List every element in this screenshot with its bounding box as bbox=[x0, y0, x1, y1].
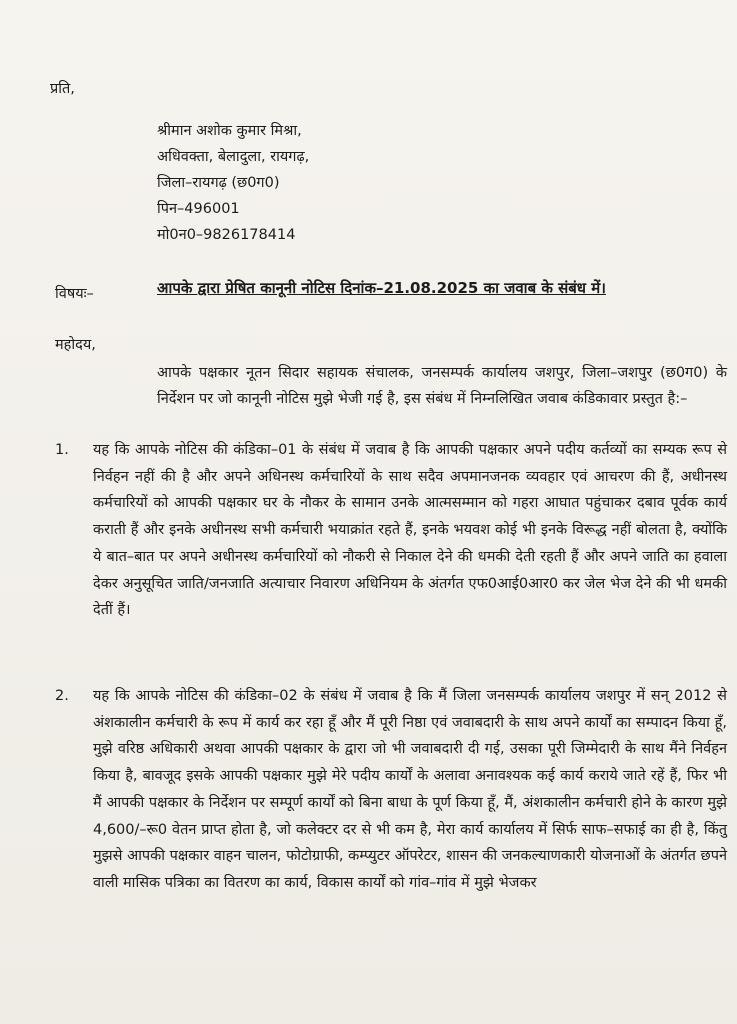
recipient-designation: अधिवक्ता, बेलादुला, रायगढ़, bbox=[157, 149, 310, 165]
greeting: महोदय, bbox=[55, 337, 96, 353]
paragraph-2 bbox=[55, 683, 727, 897]
paragraph-1 bbox=[55, 437, 727, 624]
paragraph-text: यह कि आपके नोटिस की कंडिका–02 के संबंध में जवाब है कि मैं जिला जनसम्पर्क कार्यालय जशपुर में सन् 2012 से अंशकालीन कर्मचारी के रूप में कार्य कर रहा हूँ और मैं पूरी निष्ठा एवं जवाबदारी के साथ अपने कार्यों का सम्पादन किया हूँ, मुझे वरिष्ठ अधिकारी अथवा आपकी पक्षकार के द्वारा जो भी जवाबदारी दी गई, उसका पूरी जिम्मेदारी के साथ मैंने निर्वहन किया है, बावजूद इसके आपकी पक्षकार मुझे मेरे पदीय कार्यों के अलावा अनावश्यक कई कार्य कराये जाते रहें हैं, फिर भी मैं आपकी पक्षकार के निर्देशन पर सम्पूर्ण कार्यों को बिना बाधा के पूर्ण किया हूँ, मैं, अंशकालीन कर्मचारी होने के कारण मुझे 4,600/–रू0 वेतन प्राप्त होता है, जो कलेक्टर दर से भी कम है, मेरा कार्य कार्यालय में सिर्फ साफ–सफाई का ही है, किंतु मुझसे आपकी पक्षकार वाहन चालन, फोटोग्राफी, कम्प्युटर ऑपरेटर, शासन की जनकल्याणकारी योजनाओं के अंतर्गत छपने वाली मासिक पत्रिका का वितरण का कार्य, विकास कार्यों को गांव–गांव में मुझे भेजकर bbox=[93, 688, 727, 891]
intro-paragraph bbox=[55, 360, 727, 412]
recipient-name: श्रीमान अशोक कुमार मिश्रा, bbox=[157, 123, 302, 139]
recipient-salutation: प्रति, bbox=[50, 81, 75, 97]
recipient-address bbox=[157, 118, 309, 248]
paragraph-number: 1. bbox=[55, 442, 69, 458]
intro-text: आपके पक्षकार नूतन सिदार सहायक संचालक, जनसम्पर्क कार्यालय जशपुर, जिला–जशपुर (छ0ग0) के निर्देशन पर जो कानूनी नोटिस मुझे भेजी गई है, इस संबंध में निम्नलिखित जवाब कंडिकावार प्रस्तुत है:– bbox=[157, 365, 727, 407]
paragraph-text: यह कि आपके नोटिस की कंडिका–01 के संबंध में जवाब है कि आपकी पक्षकार अपने पदीय कर्तव्यों का सम्यक रूप से निर्वहन नहीं की है और अपने अधिनस्थ कर्मचारियों के साथ सदैव अपमानजनक व्यवहार एवं आचरण की हैं, अधीनस्थ कर्मचारियों को आपकी पक्षकार घर के नौकर के सामान उनके आत्मसम्मान को गहरा आघात पहुंचाकर दबाव पूर्वक कार्य कराती हैं और इनके अधीनस्थ सभी कर्मचारी भयाक्रांत रहते हैं, इनके भयवश कोई भी इनके विरूद्ध नहीं बोलता है, क्योंकि ये बात–बात पर अपने अधीनस्थ कर्मचारियों को नौकरी से निकाल देने की धमकी देती रहती हैं और अपने जाति का हवाला देकर अनुसूचित जाति/जनजाति अत्याचार निवारण अधिनियम के अंतर्गत एफ0आई0आर0 कर जेल भेज देने की भी धमकी देतीं हैं। bbox=[93, 442, 727, 619]
recipient-pin: पिन–496001 bbox=[157, 201, 240, 217]
subject-label: विषयः– bbox=[55, 286, 94, 302]
recipient-mobile: मो0न0–9826178414 bbox=[157, 227, 296, 243]
subject-text: आपके द्वारा प्रेषित कानूनी नोटिस दिनांक–21.08.2025 का जवाब के संबंध में। bbox=[157, 279, 606, 297]
recipient-district: जिला–रायगढ़ (छ0ग0) bbox=[157, 175, 280, 191]
paragraph-number: 2. bbox=[55, 688, 69, 704]
